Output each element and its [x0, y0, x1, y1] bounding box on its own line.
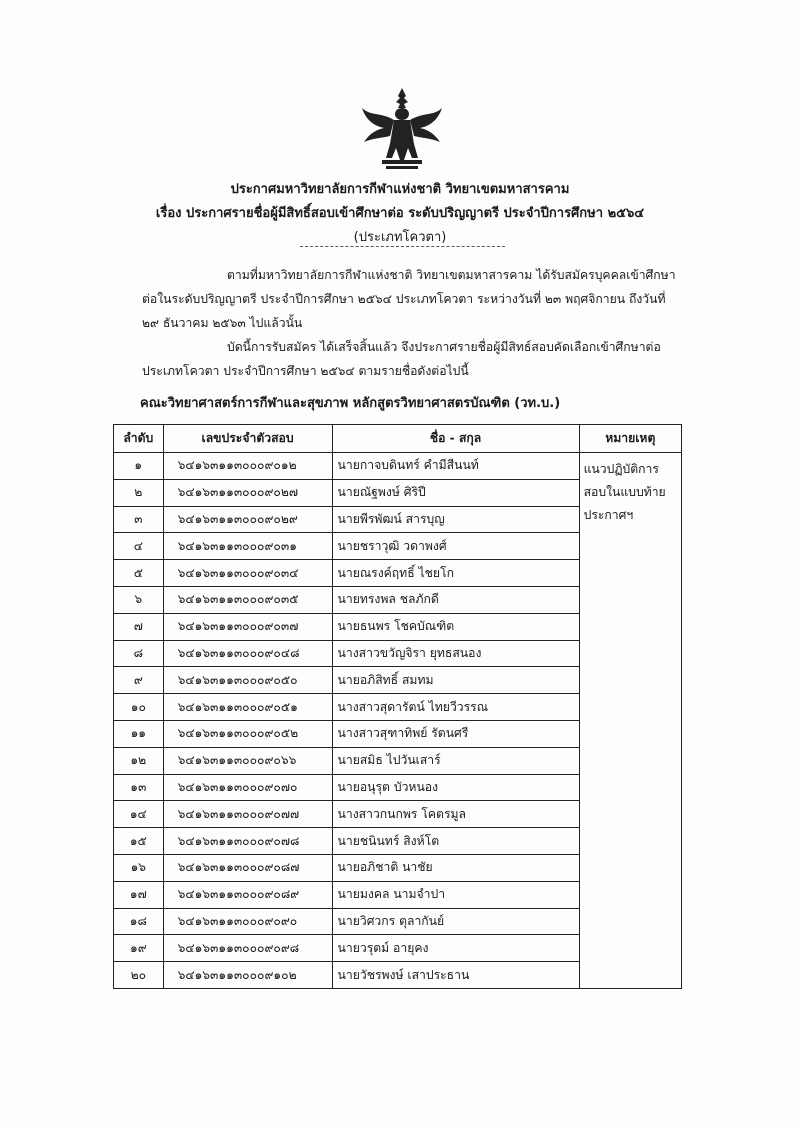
row-exam-id: ๖๔๑๖๓๑๑๓๐๐๐๙๐๒๗: [163, 479, 332, 506]
announcement-subject: เรื่อง ประกาศรายชื่อผู้มีสิทธิ์สอบเข้าศึกษาต่อ ระดับปริญญาตรี ประจำปีการศึกษา ๒๕๖๔: [155, 206, 645, 221]
row-exam-id: ๖๔๑๖๓๑๑๓๐๐๐๙๐๙๘: [163, 935, 332, 962]
row-exam-id: ๖๔๑๖๓๑๑๓๐๐๐๙๐๓๑: [163, 533, 332, 560]
row-full-name: นายณัฐพงษ์ ศิริปี: [332, 479, 579, 506]
row-order: ๑๑: [114, 720, 164, 747]
row-exam-id: ๖๔๑๖๓๑๑๓๐๐๐๙๐๓๗: [163, 613, 332, 640]
row-exam-id: ๖๔๑๖๓๑๑๓๐๐๐๙๐๙๐: [163, 908, 332, 935]
row-full-name: นางสาวกนกพร โคตรมูล: [332, 801, 579, 828]
row-full-name: นายกาจบดินทร์ คำมีสีนนท์: [332, 453, 579, 480]
paragraph-2-line-2: ประเภทโควตา ประจำปีการศึกษา ๒๕๖๔ ตามรายชื่อดังต่อไปนี้: [142, 364, 469, 378]
row-full-name: นางสาวสุดารัตน์ ไทยวีวรรณ: [332, 694, 579, 721]
table-header-row: [114, 425, 682, 453]
row-full-name: นายอนุรุต บัวหนอง: [332, 774, 579, 801]
row-full-name: นางสาวสุฑาทิพย์ รัตนศรี: [332, 720, 579, 747]
row-order: ๒: [114, 479, 164, 506]
row-exam-id: ๖๔๑๖๓๑๑๓๐๐๐๙๐๖๖: [163, 747, 332, 774]
row-order: ๖: [114, 586, 164, 613]
row-order: ๑๙: [114, 935, 164, 962]
row-exam-id: ๖๔๑๖๓๑๑๓๐๐๐๙๐๕๑: [163, 694, 332, 721]
row-order: ๑๐: [114, 694, 164, 721]
row-full-name: นายวรุตม์ อายุคง: [332, 935, 579, 962]
row-order: ๔: [114, 533, 164, 560]
header-full-name: ชื่อ - สกุล: [332, 425, 579, 453]
candidate-table: [113, 424, 682, 989]
row-exam-id: ๖๔๑๖๓๑๑๓๐๐๐๙๐๓๔: [163, 560, 332, 587]
row-full-name: นายอภิชาติ นาชัย: [332, 854, 579, 881]
row-full-name: นายสมิธ ไปวันเสาร์: [332, 747, 579, 774]
row-full-name: นายณรงค์ฤทธิ์ ไชยโก: [332, 560, 579, 587]
row-order: ๕: [114, 560, 164, 587]
row-full-name: นายชนินทร์ สิงห์โต: [332, 828, 579, 855]
row-order: ๗: [114, 613, 164, 640]
row-order: ๑๒: [114, 747, 164, 774]
row-order: ๑๓: [114, 774, 164, 801]
row-full-name: นายวิศวกร ตุลากันย์: [332, 908, 579, 935]
header-exam-id: เลขประจำตัวสอบ: [163, 425, 332, 453]
garuda-emblem-icon: [360, 86, 444, 172]
row-order: ๑๖: [114, 854, 164, 881]
row-exam-id: ๖๔๑๖๓๑๑๓๐๐๐๙๐๑๒: [163, 453, 332, 480]
dashed-divider: [300, 246, 505, 247]
row-order: ๒๐: [114, 962, 164, 989]
row-full-name: นายทรงพล ชลภักดี: [332, 586, 579, 613]
row-exam-id: ๖๔๑๖๓๑๑๓๐๐๐๙๐๓๕: [163, 586, 332, 613]
row-order: ๙: [114, 667, 164, 694]
row-order: ๑๘: [114, 908, 164, 935]
announcement-title: ประกาศมหาวิทยาลัยการกีฬาแห่งชาติ วิทยาเขตมหาสารคาม: [230, 182, 570, 197]
row-order: ๑๔: [114, 801, 164, 828]
row-exam-id: ๖๔๑๖๓๑๑๓๐๐๐๙๐๕๒: [163, 720, 332, 747]
paragraph-1-line-3: ๒๙ ธันวาคม ๒๕๖๓ ไปแล้วนั้น: [142, 316, 303, 330]
row-order: ๓: [114, 506, 164, 533]
row-full-name: นายธนพร โชคบัณฑิต: [332, 613, 579, 640]
row-full-name: นายมงคล นามจำปา: [332, 881, 579, 908]
row-exam-id: ๖๔๑๖๓๑๑๓๐๐๐๙๐๗๘: [163, 828, 332, 855]
row-full-name: นายพีรพัฒน์ สารบุญ: [332, 506, 579, 533]
row-full-name: นางสาวขวัญจิรา ยุทธสนอง: [332, 640, 579, 667]
row-exam-id: ๖๔๑๖๓๑๑๓๐๐๐๙๐๕๐: [163, 667, 332, 694]
row-full-name: นายวัชรพงษ์ เสาประธาน: [332, 962, 579, 989]
row-full-name: นายอภิสิทธิ์ สมทม: [332, 667, 579, 694]
row-full-name: นายชราวุฒิ วดาพงศ์: [332, 533, 579, 560]
paragraph-2-line-1: บัดนี้การรับสมัคร ได้เสร็จสิ้นแล้ว จึงประกาศรายชื่อผู้มีสิทธ์สอบคัดเลือกเข้าศึกษาต่อ: [227, 340, 661, 354]
row-exam-id: ๖๔๑๖๓๑๑๓๐๐๐๙๐๗๐: [163, 774, 332, 801]
table-row: [114, 453, 682, 480]
row-order: ๘: [114, 640, 164, 667]
remarks-cell: แนวปฏิบัติการสอบในแบบท้ายประกาศฯ: [579, 453, 681, 989]
header-order: ลำดับ: [114, 425, 164, 453]
row-order: ๑๗: [114, 881, 164, 908]
row-exam-id: ๖๔๑๖๓๑๑๓๐๐๐๙๐๔๘: [163, 640, 332, 667]
paragraph-1-line-1: ตามที่มหาวิทยาลัยการกีฬาแห่งชาติ วิทยาเขตมหาสารคาม ได้รับสมัครบุคคลเข้าศึกษา: [227, 268, 676, 282]
row-exam-id: ๖๔๑๖๓๑๑๓๐๐๐๙๐๒๙: [163, 506, 332, 533]
row-exam-id: ๖๔๑๖๓๑๑๓๐๐๐๙๐๘๗: [163, 854, 332, 881]
announcement-category: (ประเภทโควตา): [353, 230, 447, 245]
header-remarks: หมายเหตุ: [579, 425, 681, 453]
row-exam-id: ๖๔๑๖๓๑๑๓๐๐๐๙๐๗๗: [163, 801, 332, 828]
faculty-heading: คณะวิทยาศาสตร์การกีฬาและสุขภาพ หลักสูตรวิทยาศาสตรบัณฑิต (วท.บ.): [140, 396, 561, 411]
row-exam-id: ๖๔๑๖๓๑๑๓๐๐๐๙๑๐๒: [163, 962, 332, 989]
paragraph-1-line-2: ต่อในระดับปริญญาตรี ประจำปีการศึกษา ๒๕๖๔ ประเภทโควตา ระหว่างวันที่ ๒๓ พฤศจิกายน ถึงวันที่: [142, 292, 666, 306]
row-exam-id: ๖๔๑๖๓๑๑๓๐๐๐๙๐๘๙: [163, 881, 332, 908]
row-order: ๑๕: [114, 828, 164, 855]
row-order: ๑: [114, 453, 164, 480]
